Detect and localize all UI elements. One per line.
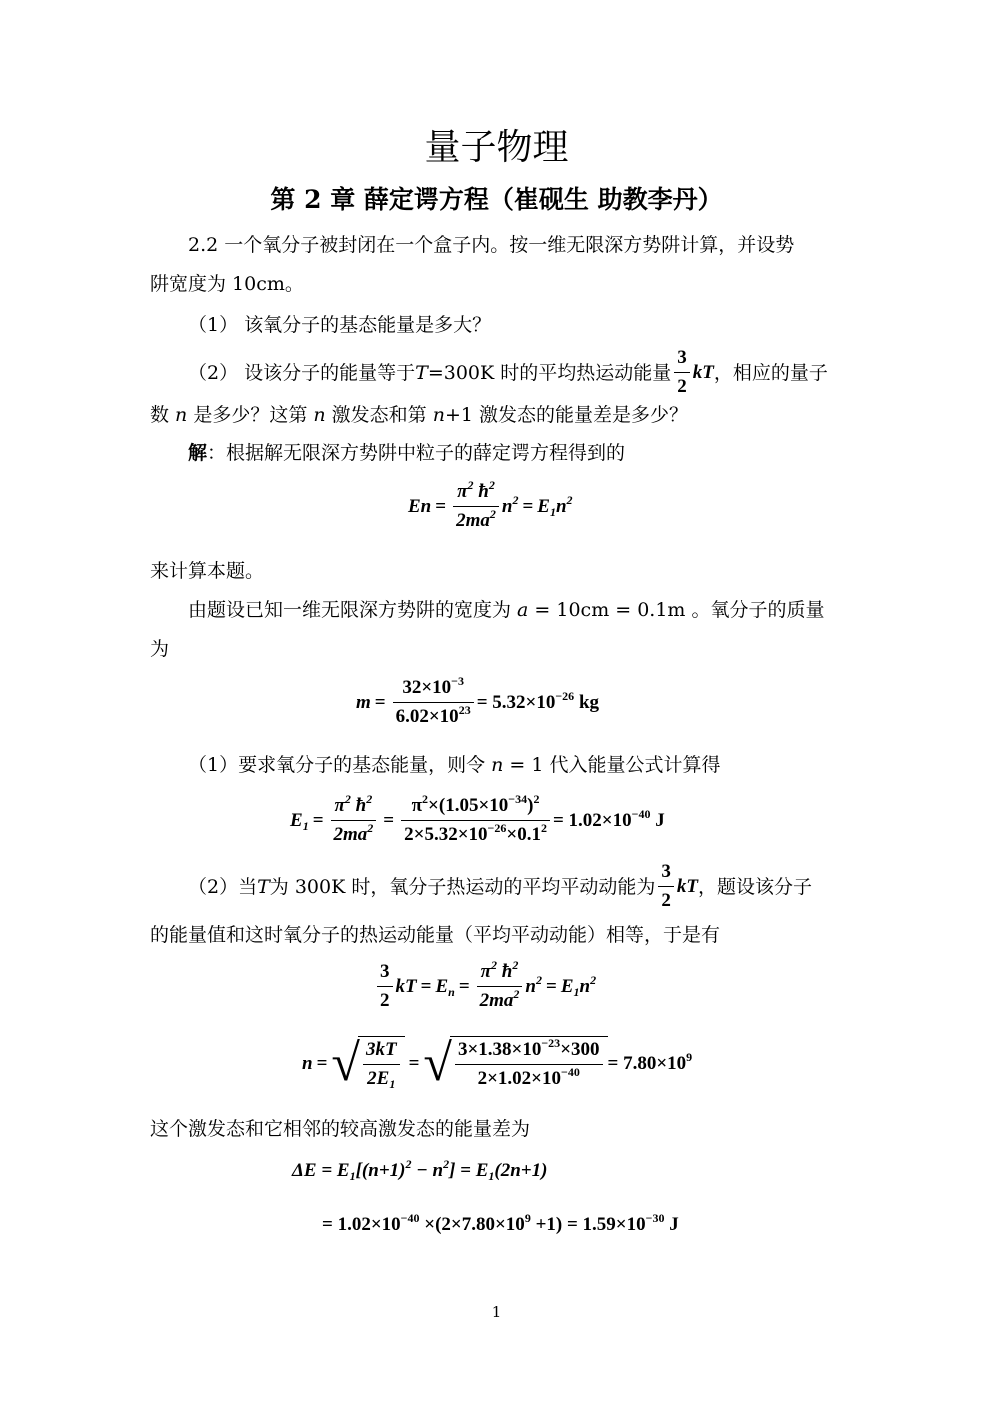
E1-fraction2 [401,794,550,847]
given-width-line [188,597,824,623]
q2-line2-a: 数 [150,404,176,426]
E1-fraction1 [331,794,377,847]
sqrt-2: √ $\frac{3\times 1.38\times 10^{-23}\times 300}{2\times 1.02\times 10^{-40}}$ [423,1036,607,1092]
given-text-b: = 10cm = 0.1m 。氧分子的质量 [528,599,825,621]
equals-sign: = [316,1053,328,1074]
solution-label: 解 [188,442,208,464]
E1-den2: $2\times 5.32\times 10^{-26}\times 0.1^2$ [404,821,547,845]
n-den1: $2E_1$ [367,1068,396,1091]
ground-energy-equation [290,794,665,847]
frac-numerator: 3 [674,346,690,373]
n-lhs: n [302,1053,313,1074]
q2-var-n2: n [313,404,326,426]
part2-text-a: （2）当 [188,875,258,898]
part1-line [188,752,721,778]
equals-sign: = [420,975,432,997]
mass-equation [356,676,599,729]
part2-line2: 的能量值和这时氧分子的热运动能量（平均平动动能）相等，于是有 [150,924,721,946]
part1-text-a: （1）要求氧分子的基态能量，则令 [188,754,492,776]
bal-En: $E_n$ [435,975,455,999]
E1-num2: $\pi^2\times(1.05\times 10^{-34})^2$ [401,794,550,821]
frac-denominator: 2 [661,890,671,911]
n-num2: $3\times 1.38\times 10^{-23}\times 300$ [455,1038,603,1065]
part2-var-T: T [257,875,270,898]
eq1-num: $\pi^2$ $ħ^2$ [453,480,499,507]
bal-fraction [377,960,393,1013]
E1-num1: $\pi^2$ $ħ^2$ [331,794,377,821]
given-width-line2: 为 [150,638,170,660]
equals-sign: = [522,495,534,517]
q2-var-n: n [175,404,188,426]
q2-line2-b: 是多少？这第 [187,404,314,426]
page-number: 1 [491,1303,502,1321]
document-title: 量子物理 [424,127,569,168]
mass-fraction [393,676,474,729]
mass-den: $6.02\times 10^{23}$ [395,703,471,727]
bal-den: $2ma^2$ [479,987,520,1011]
solution-intro-text: ：根据解无限深方势阱中粒子的薛定谔方程得到的 [207,442,626,464]
equals-sign: = [408,1053,420,1074]
question-1: （1） 该氧分子的基态能量是多大？ [188,314,492,336]
equals-sign: = [374,691,386,713]
kT-term: kT [692,361,714,383]
three-halves-fraction [674,346,690,399]
after-equation-text: 来计算本题。 [150,560,265,582]
chapter-heading: 第 2 章 薛定谔方程（崔砚生 助教李丹） [270,185,723,214]
part1-var-n: n [491,754,504,776]
q2-var-T: T [415,361,428,384]
frac-numerator: 3 [377,960,393,987]
frac-denominator: 2 [677,376,687,397]
bal-fraction2 [477,960,523,1013]
equals-sign: = [458,975,470,997]
energy-diff-equation-line2: = $1.02\times 10^{-40} \times(2\times 7.80\times 10^9 +1) = 1.59\times 10^{-30}$ J [322,1211,679,1235]
problem-paragraph-line2: 阱宽度为 10cm。 [150,273,304,295]
E1-den1: $2ma^2$ [333,821,374,845]
eq1-den: $2ma^2$ [456,507,496,531]
part2-text-c: ，题设该分子 [697,875,812,898]
bal-n2: $n^2$ [525,972,542,997]
q2-text-b: =300K 时的平均热运动能量 [427,361,672,384]
eq1-n2: $n^2$ [501,492,519,517]
E1-lhs: $E_1$ [290,809,309,833]
question-2-line1 [188,346,828,399]
kT-term: kT [676,875,698,897]
mass-num: $32\times 10^{-3}$ [393,676,474,703]
energy-equation [408,480,573,533]
eq1-lhs: En [408,495,432,517]
equals-sign: = [546,975,557,997]
quantum-number-equation [302,1036,692,1092]
given-var-a: a [517,599,529,621]
bal-num: $\pi^2$ $ħ^2$ [477,960,523,987]
q2-line2-c: 激发态和第 [325,404,433,426]
solution-intro [188,440,625,466]
part1-text-b: = 1 代入能量公式计算得 [503,754,721,776]
energy-diff-equation-line1: $\Delta E = E_1[(n+1)^2 - n^2] = E_1(2n+1)$ [292,1157,548,1183]
mass-lhs: m [356,691,371,713]
three-halves-fraction [658,860,674,913]
equals-sign: = [435,495,447,517]
mass-value: = $5.32\times 10^{-26}$ kg [476,688,600,713]
eq1-fraction [453,480,499,533]
sqrt-1: √ $\frac{3kT}{2E_1}$ [331,1036,404,1092]
q2-text-a: （2） 设该分子的能量等于 [188,361,416,384]
q2-text-c: ，相应的量子 [713,361,828,384]
E1-value: = $1.02\times 10^{-40}$ J [552,806,665,831]
equals-sign: = [312,809,324,831]
energy-balance-equation [374,960,596,1013]
problem-paragraph-line1: 2.2 一个氧分子被封闭在一个盒子内。按一维无限深方势阱计算，并设势 [188,234,795,256]
part2-text-b: 为 300K 时，氧分子热运动的平均平动动能为 [269,875,656,898]
bal-rhs: $E_1n^2$ [560,972,597,999]
n-den2: $2\times 1.02\times 10^{-40}$ [477,1065,580,1089]
equals-sign: = [383,809,395,831]
frac-denominator: 2 [380,990,390,1011]
question-2-line2 [150,402,688,428]
energy-diff-intro: 这个激发态和它相邻的较高激发态的能量差为 [150,1118,531,1140]
n-value: = $7.80\times 10^9$ [607,1050,693,1074]
q2-var-n3: n [432,404,445,426]
eq1-rhs: $E_1n^2$ [537,492,573,519]
bal-kT: kT [395,975,417,997]
given-text-a: 由题设已知一维无限深方势阱的宽度为 [188,599,518,621]
part2-line1 [188,860,812,913]
q2-line2-d: +1 激发态的能量差是多少？ [444,404,689,426]
n-num1: 3kT [363,1038,400,1065]
frac-numerator: 3 [658,860,674,887]
